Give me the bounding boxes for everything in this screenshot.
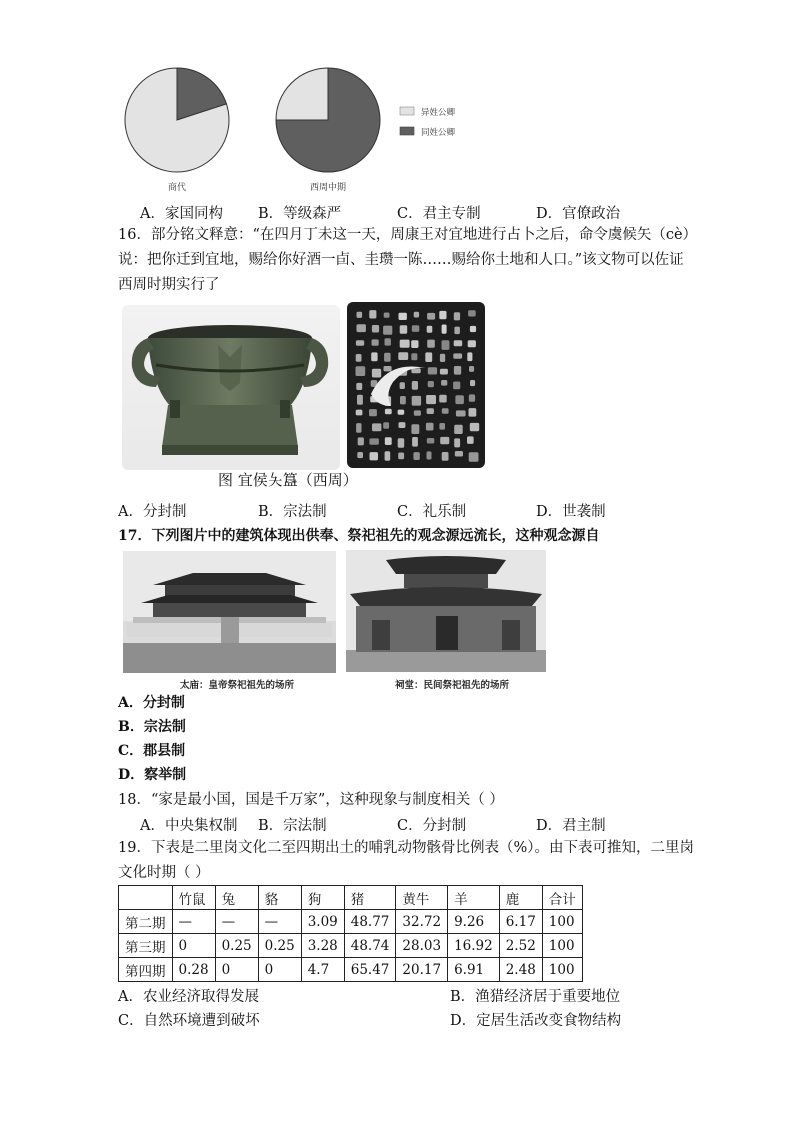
q19-stem-line2: 文化时期（ ） [118, 865, 210, 881]
citang-photo [346, 550, 546, 672]
table-cell: 48.77 [344, 910, 396, 934]
table-cell: 9.26 [448, 910, 500, 934]
q17-option-d[interactable]: D．察举制 [118, 767, 187, 783]
table-cell: 6.17 [499, 910, 542, 934]
inscription-glyph [384, 313, 390, 318]
inscription-glyph [439, 423, 445, 430]
table-cell: 0.25 [258, 934, 301, 958]
q19-option-a[interactable]: A．农业经济取得发展 [118, 989, 259, 1005]
inscription-glyph [439, 311, 446, 319]
inscription-glyph [469, 408, 477, 417]
inscription-glyph [357, 452, 363, 458]
bronze-gui-photo [122, 305, 340, 470]
table-cell: 第二期 [119, 910, 173, 934]
inscription-glyph [358, 437, 364, 445]
table-cell: 4.7 [301, 958, 344, 982]
inscription-glyph [371, 352, 377, 361]
inscription-glyph [412, 437, 418, 447]
table-header-cell: 竹鼠 [172, 886, 215, 910]
table-header-cell: 狗 [301, 886, 344, 910]
inscription-glyph [427, 313, 435, 320]
table-header-cell [119, 886, 173, 910]
inscription-glyph [356, 410, 363, 416]
legend-label-yixing: 异姓公卿 [421, 108, 456, 118]
inscription-glyph [356, 366, 366, 376]
pie-chart-western-zhou [276, 68, 380, 172]
inscription-glyph [470, 380, 475, 386]
table-row [119, 958, 583, 982]
table-cell: 65.47 [344, 958, 396, 982]
inscription-glyph [442, 452, 449, 461]
table-cell: 第四期 [119, 958, 173, 982]
inscription-glyph [469, 394, 475, 401]
inscription-glyph [440, 437, 449, 444]
inscription-glyph [412, 396, 421, 406]
inscription-glyph [411, 368, 420, 373]
q16-option-b[interactable]: B．宗法制 [258, 504, 327, 520]
inscription-glyph [427, 451, 432, 459]
inscription-glyph [469, 452, 479, 462]
citang-caption: 祠堂：民间祭祀祖先的场所 [395, 680, 510, 691]
inscription-glyph [453, 382, 460, 390]
inscription-glyph [441, 380, 447, 386]
inscription-glyph [357, 395, 363, 405]
inscription-glyph [455, 451, 463, 457]
inscription-glyph [372, 325, 379, 333]
table-header-cell: 黄牛 [396, 886, 448, 910]
q19-stem-line1: 19．下表是二里岗文化二至四期出土的哺乳动物骸骨比例表（%）。由下表可推知，二里岗 [118, 840, 694, 856]
inscription-glyph [412, 381, 418, 390]
inscription-glyph [356, 383, 362, 390]
q16-option-d[interactable]: D．世袭制 [536, 504, 606, 520]
inscription-glyph [398, 453, 404, 460]
inscription-glyph [412, 325, 420, 332]
inscription-glyph [428, 381, 434, 387]
inscription-glyph [442, 408, 449, 413]
inscription-glyph [439, 395, 447, 403]
inscription-glyph [467, 352, 472, 361]
inscription-glyph [384, 366, 392, 371]
inscription-glyph [369, 409, 377, 416]
table-cell: 32.72 [396, 910, 448, 934]
taimiao-caption: 太庙：皇帝祭祀祖先的场所 [180, 680, 295, 691]
inscription-glyph [442, 325, 447, 334]
inscription-glyph [357, 324, 366, 332]
inscription-glyph [385, 338, 391, 345]
table-cell: 20.17 [396, 958, 448, 982]
q19-option-c[interactable]: C．自然环境遭到破坏 [118, 1013, 260, 1029]
inscription-rubbing-illustration [347, 302, 485, 468]
q15-option-c[interactable]: C．君主专制 [397, 206, 481, 222]
table-cell: 0 [258, 958, 301, 982]
table-cell: 0 [172, 934, 215, 958]
inscription-glyph [372, 339, 379, 345]
inscription-glyph [425, 352, 432, 362]
q15-option-d[interactable]: D．官僚政治 [536, 206, 621, 222]
table-cell: — [258, 910, 301, 934]
q16-option-c[interactable]: C．礼乐制 [397, 504, 467, 520]
inscription-glyph [400, 382, 405, 389]
inscription-glyph [400, 340, 410, 348]
pie-slice-yixing [276, 68, 328, 120]
inscription-glyph [426, 395, 436, 404]
table-row [119, 934, 583, 958]
table-cell: 3.09 [301, 910, 344, 934]
inscription-glyph [453, 353, 462, 358]
inscription-glyph [427, 340, 435, 348]
mammal-bone-table [118, 885, 583, 982]
inscription-glyph [400, 396, 406, 404]
q19-option-d[interactable]: D．定居生活改变食物结构 [450, 1013, 622, 1029]
q18-stem: 18．“家是最小国，国是千万家”，这种现象与制度相关（ ） [118, 792, 504, 808]
inscription-glyph [398, 410, 405, 415]
table-cell: 第三期 [119, 934, 173, 958]
inscription-glyph [456, 410, 466, 416]
q17-option-c[interactable]: C．郡县制 [118, 743, 186, 759]
taimiao-illustration [123, 551, 336, 673]
inscription-glyph [454, 327, 460, 335]
q18-option-a[interactable]: A．中央集权制 [140, 818, 238, 834]
table-header-cell: 兔 [215, 886, 258, 910]
inscription-glyph [427, 408, 434, 414]
table-cell: 100 [542, 910, 582, 934]
inscription-glyph [356, 340, 364, 345]
q16-option-a[interactable]: A．分封制 [118, 504, 187, 520]
table-header-cell: 猪 [344, 886, 396, 910]
inscription-glyph [467, 436, 474, 444]
taimiao-photo [123, 551, 336, 673]
inscription-glyph [454, 340, 463, 346]
inscription-glyph [470, 423, 479, 431]
inscription-glyph [411, 424, 419, 434]
inscription-glyph [372, 369, 381, 378]
inscription-glyph [426, 423, 434, 431]
inscription-glyph [398, 438, 405, 448]
inscription-glyph [454, 438, 460, 447]
inscription-glyph [414, 312, 419, 318]
q16-figure-caption: 图 宜侯夨簋（西周） [218, 471, 358, 489]
inscription-glyph [468, 310, 476, 316]
q16-stem-line3: 西周时期实行了 [118, 277, 220, 293]
q18-option-d[interactable]: D．君主制 [536, 818, 606, 834]
inscription-glyph [442, 340, 450, 350]
table-cell: 2.52 [499, 934, 542, 958]
q19-option-b[interactable]: B．渔猎经济居于重要地位 [450, 989, 621, 1005]
inscription-glyph [454, 312, 460, 320]
inscription-glyph [369, 310, 376, 318]
table-cell: 100 [542, 958, 582, 982]
table-cell: 16.92 [448, 934, 500, 958]
table-cell: 100 [542, 934, 582, 958]
table-cell: 2.48 [499, 958, 542, 982]
pie-title-shang: 商代 [167, 183, 187, 193]
inscription-glyph [383, 422, 389, 429]
q18-option-c[interactable]: C．分封制 [397, 818, 467, 834]
q18-option-b[interactable]: B．宗法制 [258, 818, 327, 834]
inscription-glyph [383, 326, 392, 335]
table-cell: — [215, 910, 258, 934]
inscription-glyph [357, 312, 363, 318]
table-header-cell: 合计 [542, 886, 582, 910]
inscription-glyph [369, 438, 379, 444]
inscription-glyph [356, 423, 361, 433]
pie-chart-figure [115, 62, 485, 202]
q17-option-b[interactable]: B．宗法制 [118, 719, 186, 735]
inscription-glyph [454, 425, 463, 434]
table-cell: 48.74 [344, 934, 396, 958]
inscription-glyph [411, 340, 418, 348]
table-cell: 0 [215, 958, 258, 982]
inscription-glyph [428, 367, 437, 374]
inscription-glyph [469, 366, 474, 372]
inscription-glyph [385, 437, 392, 445]
inscription-glyph [455, 395, 464, 404]
q17-option-a[interactable]: A．分封制 [118, 695, 185, 711]
inscription-glyph [427, 326, 433, 333]
inscription-glyph [385, 409, 392, 414]
inscription-glyph [413, 452, 419, 460]
inscription-glyph [384, 353, 391, 362]
inscription-glyph [470, 326, 476, 332]
inscription-glyph [454, 366, 461, 375]
table-header-cell: 鹿 [499, 886, 542, 910]
inscription-glyph [398, 352, 408, 360]
legend-swatch-yixing [400, 107, 414, 115]
inscription-glyph [399, 422, 406, 428]
table-header-cell: 貉 [258, 886, 301, 910]
inscription-glyph [414, 410, 421, 415]
q16-stem-line1: 16．部分铭文释意：“在四月丁未这一天，周康王对宜地进行占卜之后，命令虞候矢（cè） [118, 227, 698, 243]
citang-illustration [346, 550, 546, 672]
inscription-rubbing-photo [347, 302, 485, 468]
inscription-glyph [468, 340, 476, 347]
inscription-glyph [411, 353, 417, 360]
table-row [119, 910, 583, 934]
q17-stem: 17．下列图片中的建筑体现出供奉、祭祀祖先的观念源远流长，这种观念源自 [118, 528, 600, 544]
inscription-glyph [385, 451, 391, 461]
table-cell: 6.91 [448, 958, 500, 982]
table-header-row [119, 886, 583, 910]
inscription-glyph [440, 369, 448, 375]
table-cell: 0.25 [215, 934, 258, 958]
inscription-glyph [399, 313, 407, 320]
q16-stem-line2: 说：把你迁到宜地，赐给你好酒一卣、圭瓒一陈……赐给你土地和人口。”该文物可以佐证 [118, 252, 684, 268]
table-cell: 3.28 [301, 934, 344, 958]
bronze-vessel-illustration [122, 305, 340, 470]
legend-swatch-tongxing [400, 127, 414, 135]
table-cell: 28.03 [396, 934, 448, 958]
table-header-cell: 羊 [448, 886, 500, 910]
table-cell: 0.28 [172, 958, 215, 982]
inscription-glyph [370, 452, 379, 460]
q15-option-b[interactable]: B．等级森严 [258, 206, 342, 222]
q15-option-a[interactable]: A．家国同构 [140, 206, 223, 222]
legend-label-tongxing: 同姓公卿 [421, 128, 456, 138]
table-cell: — [172, 910, 215, 934]
inscription-glyph [440, 354, 445, 362]
inscription-glyph [427, 438, 435, 444]
pie-chart-shang [125, 68, 229, 172]
inscription-glyph [400, 325, 408, 334]
pie-title-western-zhou: 西周中期 [309, 183, 347, 193]
inscription-glyph [356, 354, 362, 362]
inscription-glyph [372, 423, 381, 431]
